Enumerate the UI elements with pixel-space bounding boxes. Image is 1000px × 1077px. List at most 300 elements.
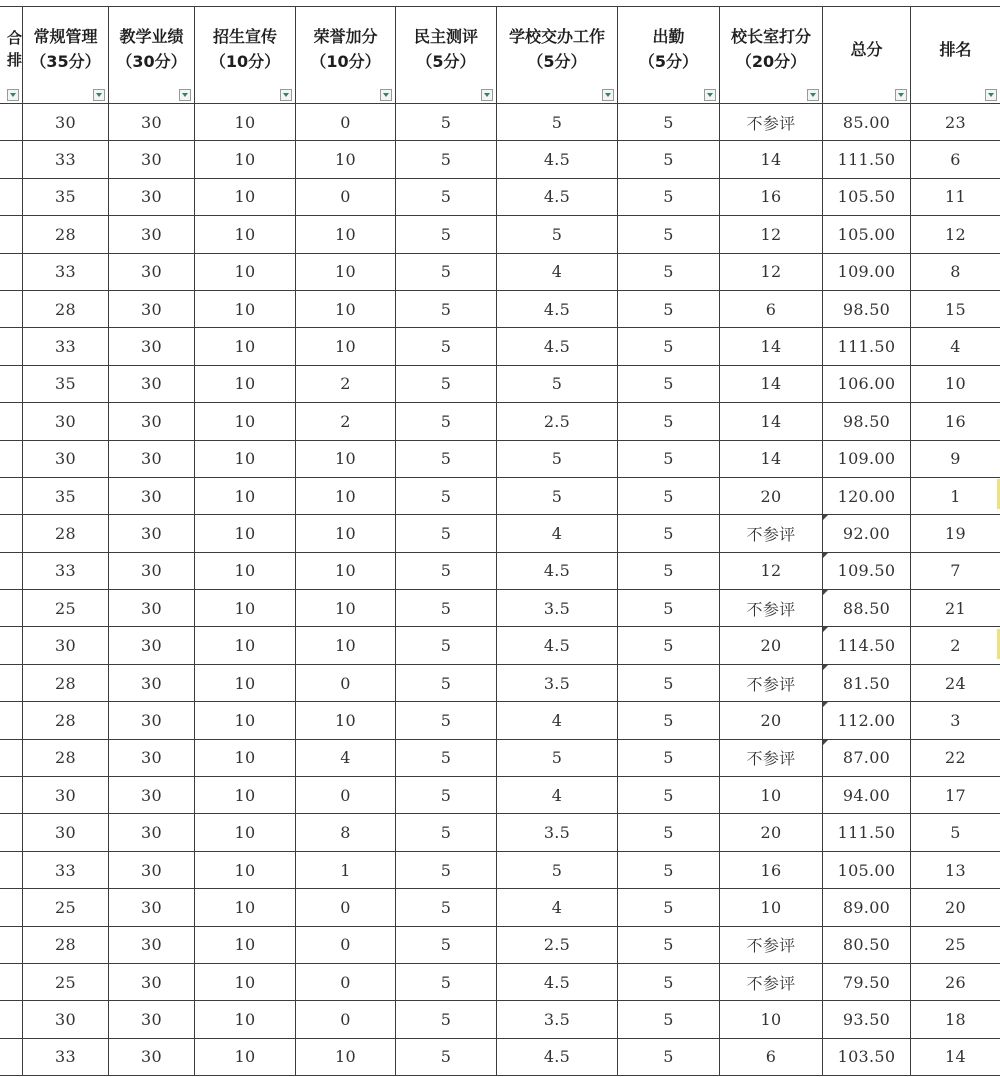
cell-school[interactable]: 4 [497, 702, 618, 739]
cell-demo[interactable]: 5 [396, 889, 497, 926]
cell-routine[interactable]: 33 [23, 253, 109, 290]
filter-dropdown-icon[interactable] [179, 89, 191, 101]
cell-total[interactable]: 103.50 [823, 1038, 911, 1075]
cell-teaching[interactable]: 30 [109, 889, 195, 926]
cell-cut[interactable] [0, 290, 23, 327]
cell-principal[interactable]: 14 [720, 440, 823, 477]
cell-enroll[interactable]: 10 [195, 851, 296, 888]
cell-school[interactable]: 5 [497, 216, 618, 253]
cell-enroll[interactable]: 10 [195, 253, 296, 290]
cell-demo[interactable]: 5 [396, 963, 497, 1000]
cell-attend[interactable]: 5 [618, 290, 720, 327]
cell-routine[interactable]: 30 [23, 440, 109, 477]
filter-dropdown-icon[interactable] [807, 89, 819, 101]
cell-enroll[interactable]: 10 [195, 440, 296, 477]
cell-rank[interactable]: 1 [911, 477, 1000, 514]
cell-demo[interactable]: 5 [396, 926, 497, 963]
cell-principal[interactable]: 14 [720, 328, 823, 365]
cell-enroll[interactable]: 10 [195, 814, 296, 851]
cell-cut[interactable] [0, 963, 23, 1000]
cell-enroll[interactable]: 10 [195, 328, 296, 365]
cell-demo[interactable]: 5 [396, 141, 497, 178]
cell-routine[interactable]: 33 [23, 141, 109, 178]
cell-school[interactable]: 4.5 [497, 552, 618, 589]
cell-enroll[interactable]: 10 [195, 627, 296, 664]
cell-cut[interactable] [0, 477, 23, 514]
cell-total[interactable]: 111.50 [823, 328, 911, 365]
cell-school[interactable]: 4.5 [497, 963, 618, 1000]
cell-routine[interactable]: 30 [23, 777, 109, 814]
cell-demo[interactable]: 5 [396, 590, 497, 627]
cell-principal[interactable]: 6 [720, 1038, 823, 1075]
cell-attend[interactable]: 5 [618, 552, 720, 589]
cell-routine[interactable]: 35 [23, 477, 109, 514]
cell-principal[interactable]: 20 [720, 477, 823, 514]
cell-rank[interactable]: 12 [911, 216, 1000, 253]
cell-cut[interactable] [0, 552, 23, 589]
cell-attend[interactable]: 5 [618, 1001, 720, 1038]
cell-demo[interactable]: 5 [396, 104, 497, 141]
cell-attend[interactable]: 5 [618, 365, 720, 402]
cell-honor[interactable]: 0 [296, 1001, 396, 1038]
cell-rank[interactable]: 24 [911, 664, 1000, 701]
cell-honor[interactable]: 4 [296, 739, 396, 776]
cell-attend[interactable]: 5 [618, 178, 720, 215]
cell-routine[interactable]: 33 [23, 552, 109, 589]
cell-teaching[interactable]: 30 [109, 851, 195, 888]
cell-school[interactable]: 5 [497, 365, 618, 402]
cell-teaching[interactable]: 30 [109, 440, 195, 477]
cell-principal[interactable]: 10 [720, 1001, 823, 1038]
cell-honor[interactable]: 8 [296, 814, 396, 851]
cell-rank[interactable]: 15 [911, 290, 1000, 327]
cell-enroll[interactable]: 10 [195, 477, 296, 514]
cell-attend[interactable]: 5 [618, 777, 720, 814]
cell-demo[interactable]: 5 [396, 253, 497, 290]
cell-teaching[interactable]: 30 [109, 216, 195, 253]
cell-rank[interactable]: 13 [911, 851, 1000, 888]
cell-attend[interactable]: 5 [618, 814, 720, 851]
filter-dropdown-icon[interactable] [7, 89, 19, 101]
cell-total[interactable]: 88.50 [823, 590, 911, 627]
column-header-teaching[interactable] [109, 7, 195, 104]
cell-rank[interactable]: 8 [911, 253, 1000, 290]
filter-dropdown-icon[interactable] [93, 89, 105, 101]
cell-total[interactable]: 94.00 [823, 777, 911, 814]
cell-total[interactable]: 87.00 [823, 739, 911, 776]
cell-demo[interactable]: 5 [396, 777, 497, 814]
cell-demo[interactable]: 5 [396, 290, 497, 327]
cell-principal[interactable]: 16 [720, 178, 823, 215]
cell-principal[interactable]: 不参评 [720, 104, 823, 141]
cell-cut[interactable] [0, 814, 23, 851]
cell-routine[interactable]: 28 [23, 926, 109, 963]
cell-principal[interactable]: 20 [720, 627, 823, 664]
cell-rank[interactable]: 19 [911, 515, 1000, 552]
cell-total[interactable]: 111.50 [823, 141, 911, 178]
cell-honor[interactable]: 0 [296, 664, 396, 701]
cell-total[interactable]: 80.50 [823, 926, 911, 963]
cell-total[interactable]: 105.50 [823, 178, 911, 215]
cell-principal[interactable]: 不参评 [720, 664, 823, 701]
cell-school[interactable]: 3.5 [497, 1001, 618, 1038]
cell-enroll[interactable]: 10 [195, 739, 296, 776]
cell-school[interactable]: 4.5 [497, 141, 618, 178]
cell-cut[interactable] [0, 739, 23, 776]
cell-principal[interactable]: 不参评 [720, 590, 823, 627]
column-header-total[interactable] [823, 7, 911, 104]
cell-attend[interactable]: 5 [618, 515, 720, 552]
cell-cut[interactable] [0, 851, 23, 888]
cell-rank[interactable]: 21 [911, 590, 1000, 627]
cell-cut[interactable] [0, 1001, 23, 1038]
cell-demo[interactable]: 5 [396, 814, 497, 851]
cell-principal[interactable]: 12 [720, 253, 823, 290]
cell-attend[interactable]: 5 [618, 440, 720, 477]
cell-routine[interactable]: 30 [23, 627, 109, 664]
cell-demo[interactable]: 5 [396, 178, 497, 215]
cell-honor[interactable]: 10 [296, 216, 396, 253]
column-header-rank[interactable] [911, 7, 1000, 104]
cell-honor[interactable]: 10 [296, 627, 396, 664]
cell-honor[interactable]: 0 [296, 178, 396, 215]
cell-principal[interactable]: 不参评 [720, 739, 823, 776]
cell-routine[interactable]: 30 [23, 104, 109, 141]
cell-enroll[interactable]: 10 [195, 889, 296, 926]
cell-enroll[interactable]: 10 [195, 777, 296, 814]
cell-enroll[interactable]: 10 [195, 515, 296, 552]
cell-routine[interactable]: 30 [23, 1001, 109, 1038]
cell-attend[interactable]: 5 [618, 104, 720, 141]
cell-teaching[interactable]: 30 [109, 926, 195, 963]
cell-demo[interactable]: 5 [396, 328, 497, 365]
cell-rank[interactable]: 14 [911, 1038, 1000, 1075]
cell-honor[interactable]: 0 [296, 777, 396, 814]
cell-attend[interactable]: 5 [618, 216, 720, 253]
filter-dropdown-icon[interactable] [380, 89, 392, 101]
cell-routine[interactable]: 28 [23, 664, 109, 701]
cell-attend[interactable]: 5 [618, 1038, 720, 1075]
cell-demo[interactable]: 5 [396, 739, 497, 776]
cell-cut[interactable] [0, 777, 23, 814]
cell-cut[interactable] [0, 365, 23, 402]
cell-enroll[interactable]: 10 [195, 290, 296, 327]
cell-attend[interactable]: 5 [618, 963, 720, 1000]
cell-rank[interactable]: 10 [911, 365, 1000, 402]
cell-enroll[interactable]: 10 [195, 1001, 296, 1038]
cell-school[interactable]: 5 [497, 440, 618, 477]
cell-demo[interactable]: 5 [396, 515, 497, 552]
cell-enroll[interactable]: 10 [195, 552, 296, 589]
cell-cut[interactable] [0, 515, 23, 552]
cell-rank[interactable]: 17 [911, 777, 1000, 814]
cell-honor[interactable]: 0 [296, 963, 396, 1000]
cell-honor[interactable]: 0 [296, 889, 396, 926]
cell-rank[interactable]: 7 [911, 552, 1000, 589]
cell-rank[interactable]: 26 [911, 963, 1000, 1000]
cell-teaching[interactable]: 30 [109, 702, 195, 739]
cell-enroll[interactable]: 10 [195, 963, 296, 1000]
cell-routine[interactable]: 33 [23, 1038, 109, 1075]
cell-honor[interactable]: 10 [296, 477, 396, 514]
cell-rank[interactable]: 11 [911, 178, 1000, 215]
cell-honor[interactable]: 2 [296, 365, 396, 402]
cell-school[interactable]: 5 [497, 851, 618, 888]
cell-school[interactable]: 3.5 [497, 590, 618, 627]
cell-rank[interactable]: 4 [911, 328, 1000, 365]
cell-enroll[interactable]: 10 [195, 403, 296, 440]
cell-rank[interactable]: 18 [911, 1001, 1000, 1038]
cell-honor[interactable]: 10 [296, 552, 396, 589]
cell-routine[interactable]: 35 [23, 365, 109, 402]
cell-school[interactable]: 5 [497, 477, 618, 514]
cell-cut[interactable] [0, 664, 23, 701]
cell-teaching[interactable]: 30 [109, 590, 195, 627]
cell-demo[interactable]: 5 [396, 403, 497, 440]
cell-total[interactable]: 81.50 [823, 664, 911, 701]
cell-routine[interactable]: 28 [23, 216, 109, 253]
cell-cut[interactable] [0, 627, 23, 664]
cell-honor[interactable]: 1 [296, 851, 396, 888]
cell-rank[interactable]: 5 [911, 814, 1000, 851]
cell-cut[interactable] [0, 328, 23, 365]
cell-demo[interactable]: 5 [396, 552, 497, 589]
cell-teaching[interactable]: 30 [109, 328, 195, 365]
cell-rank[interactable]: 20 [911, 889, 1000, 926]
cell-principal[interactable]: 14 [720, 403, 823, 440]
column-header-principal[interactable] [720, 7, 823, 104]
cell-honor[interactable]: 10 [296, 290, 396, 327]
cell-honor[interactable]: 0 [296, 104, 396, 141]
cell-principal[interactable]: 不参评 [720, 926, 823, 963]
cell-attend[interactable]: 5 [618, 253, 720, 290]
cell-honor[interactable]: 10 [296, 440, 396, 477]
cell-rank[interactable]: 6 [911, 141, 1000, 178]
cell-rank[interactable]: 23 [911, 104, 1000, 141]
cell-total[interactable]: 109.00 [823, 440, 911, 477]
cell-principal[interactable]: 10 [720, 777, 823, 814]
cell-honor[interactable]: 10 [296, 590, 396, 627]
cell-honor[interactable]: 10 [296, 515, 396, 552]
cell-school[interactable]: 4 [497, 515, 618, 552]
cell-school[interactable]: 4 [497, 777, 618, 814]
cell-teaching[interactable]: 30 [109, 403, 195, 440]
cell-principal[interactable]: 6 [720, 290, 823, 327]
cell-principal[interactable]: 14 [720, 365, 823, 402]
cell-total[interactable]: 105.00 [823, 851, 911, 888]
cell-principal[interactable]: 16 [720, 851, 823, 888]
cell-cut[interactable] [0, 702, 23, 739]
filter-dropdown-icon[interactable] [481, 89, 493, 101]
cell-routine[interactable]: 30 [23, 403, 109, 440]
cell-routine[interactable]: 25 [23, 963, 109, 1000]
cell-teaching[interactable]: 30 [109, 253, 195, 290]
cell-cut[interactable] [0, 216, 23, 253]
cell-cut[interactable] [0, 253, 23, 290]
cell-enroll[interactable]: 10 [195, 926, 296, 963]
cell-honor[interactable]: 2 [296, 403, 396, 440]
cell-rank[interactable]: 25 [911, 926, 1000, 963]
cell-total[interactable]: 120.00 [823, 477, 911, 514]
cell-attend[interactable]: 5 [618, 403, 720, 440]
cell-honor[interactable]: 10 [296, 141, 396, 178]
cell-demo[interactable]: 5 [396, 216, 497, 253]
cell-attend[interactable]: 5 [618, 851, 720, 888]
cell-teaching[interactable]: 30 [109, 178, 195, 215]
cell-teaching[interactable]: 30 [109, 963, 195, 1000]
cell-cut[interactable] [0, 178, 23, 215]
column-header-enroll[interactable] [195, 7, 296, 104]
cell-routine[interactable]: 33 [23, 328, 109, 365]
cell-teaching[interactable]: 30 [109, 1001, 195, 1038]
cell-rank[interactable]: 16 [911, 403, 1000, 440]
cell-routine[interactable]: 35 [23, 178, 109, 215]
cell-principal[interactable]: 不参评 [720, 963, 823, 1000]
cell-cut[interactable] [0, 926, 23, 963]
filter-dropdown-icon[interactable] [280, 89, 292, 101]
cell-cut[interactable] [0, 889, 23, 926]
cell-attend[interactable]: 5 [618, 889, 720, 926]
cell-principal[interactable]: 不参评 [720, 515, 823, 552]
cell-routine[interactable]: 30 [23, 814, 109, 851]
cell-demo[interactable]: 5 [396, 440, 497, 477]
cell-teaching[interactable]: 30 [109, 739, 195, 776]
filter-dropdown-icon[interactable] [602, 89, 614, 101]
cell-teaching[interactable]: 30 [109, 814, 195, 851]
cell-total[interactable]: 89.00 [823, 889, 911, 926]
cell-cut[interactable] [0, 141, 23, 178]
cell-demo[interactable]: 5 [396, 1001, 497, 1038]
cell-total[interactable]: 98.50 [823, 403, 911, 440]
cell-enroll[interactable]: 10 [195, 104, 296, 141]
cell-school[interactable]: 5 [497, 739, 618, 776]
cell-total[interactable]: 92.00 [823, 515, 911, 552]
cell-school[interactable]: 4.5 [497, 328, 618, 365]
cell-teaching[interactable]: 30 [109, 1038, 195, 1075]
filter-dropdown-icon[interactable] [985, 89, 997, 101]
cell-school[interactable]: 4.5 [497, 627, 618, 664]
cell-routine[interactable]: 25 [23, 889, 109, 926]
cell-teaching[interactable]: 30 [109, 477, 195, 514]
column-header-demo[interactable] [396, 7, 497, 104]
cell-demo[interactable]: 5 [396, 1038, 497, 1075]
cell-routine[interactable]: 28 [23, 702, 109, 739]
cell-principal[interactable]: 12 [720, 552, 823, 589]
cell-attend[interactable]: 5 [618, 702, 720, 739]
cell-school[interactable]: 3.5 [497, 664, 618, 701]
column-header-school[interactable] [497, 7, 618, 104]
column-header-routine[interactable] [23, 7, 109, 104]
cell-cut[interactable] [0, 104, 23, 141]
cell-principal[interactable]: 20 [720, 702, 823, 739]
cell-demo[interactable]: 5 [396, 477, 497, 514]
cell-rank[interactable]: 2 [911, 627, 1000, 664]
cell-teaching[interactable]: 30 [109, 664, 195, 701]
cell-routine[interactable]: 33 [23, 851, 109, 888]
cell-school[interactable]: 4.5 [497, 178, 618, 215]
cell-teaching[interactable]: 30 [109, 104, 195, 141]
cell-honor[interactable]: 10 [296, 1038, 396, 1075]
cell-attend[interactable]: 5 [618, 141, 720, 178]
cell-total[interactable]: 93.50 [823, 1001, 911, 1038]
cell-teaching[interactable]: 30 [109, 515, 195, 552]
cell-attend[interactable]: 5 [618, 926, 720, 963]
cell-teaching[interactable]: 30 [109, 365, 195, 402]
cell-total[interactable]: 111.50 [823, 814, 911, 851]
cell-enroll[interactable]: 10 [195, 365, 296, 402]
cell-school[interactable]: 5 [497, 104, 618, 141]
cell-enroll[interactable]: 10 [195, 702, 296, 739]
cell-school[interactable]: 2.5 [497, 926, 618, 963]
cell-attend[interactable]: 5 [618, 477, 720, 514]
cell-total[interactable]: 109.50 [823, 552, 911, 589]
cell-teaching[interactable]: 30 [109, 777, 195, 814]
cell-teaching[interactable]: 30 [109, 141, 195, 178]
cell-school[interactable]: 2.5 [497, 403, 618, 440]
cell-enroll[interactable]: 10 [195, 216, 296, 253]
cell-principal[interactable]: 12 [720, 216, 823, 253]
cell-honor[interactable]: 10 [296, 253, 396, 290]
cell-enroll[interactable]: 10 [195, 178, 296, 215]
cell-total[interactable]: 79.50 [823, 963, 911, 1000]
filter-dropdown-icon[interactable] [704, 89, 716, 101]
cell-rank[interactable]: 9 [911, 440, 1000, 477]
cell-cut[interactable] [0, 403, 23, 440]
cell-principal[interactable]: 14 [720, 141, 823, 178]
cell-school[interactable]: 3.5 [497, 814, 618, 851]
cell-honor[interactable]: 10 [296, 328, 396, 365]
cell-total[interactable]: 114.50 [823, 627, 911, 664]
cell-principal[interactable]: 10 [720, 889, 823, 926]
cell-demo[interactable]: 5 [396, 664, 497, 701]
cell-school[interactable]: 4 [497, 253, 618, 290]
cell-honor[interactable]: 10 [296, 702, 396, 739]
cell-attend[interactable]: 5 [618, 664, 720, 701]
cell-honor[interactable]: 0 [296, 926, 396, 963]
cell-routine[interactable]: 25 [23, 590, 109, 627]
cell-total[interactable]: 112.00 [823, 702, 911, 739]
cell-demo[interactable]: 5 [396, 851, 497, 888]
cell-enroll[interactable]: 10 [195, 664, 296, 701]
cell-teaching[interactable]: 30 [109, 290, 195, 327]
cell-rank[interactable]: 3 [911, 702, 1000, 739]
column-header-attend[interactable] [618, 7, 720, 104]
cell-attend[interactable]: 5 [618, 739, 720, 776]
cell-attend[interactable]: 5 [618, 627, 720, 664]
cell-demo[interactable]: 5 [396, 365, 497, 402]
cell-routine[interactable]: 28 [23, 515, 109, 552]
cell-rank[interactable]: 22 [911, 739, 1000, 776]
cell-teaching[interactable]: 30 [109, 627, 195, 664]
column-header-honor[interactable] [296, 7, 396, 104]
cell-total[interactable]: 109.00 [823, 253, 911, 290]
cell-demo[interactable]: 5 [396, 627, 497, 664]
cell-total[interactable]: 98.50 [823, 290, 911, 327]
cell-school[interactable]: 4.5 [497, 1038, 618, 1075]
cell-attend[interactable]: 5 [618, 590, 720, 627]
cell-cut[interactable] [0, 1038, 23, 1075]
cell-attend[interactable]: 5 [618, 328, 720, 365]
cell-total[interactable]: 105.00 [823, 216, 911, 253]
cell-school[interactable]: 4 [497, 889, 618, 926]
column-header-cut[interactable] [0, 7, 23, 104]
cell-principal[interactable]: 20 [720, 814, 823, 851]
cell-enroll[interactable]: 10 [195, 1038, 296, 1075]
cell-total[interactable]: 85.00 [823, 104, 911, 141]
cell-teaching[interactable]: 30 [109, 552, 195, 589]
cell-enroll[interactable]: 10 [195, 141, 296, 178]
cell-school[interactable]: 4.5 [497, 290, 618, 327]
